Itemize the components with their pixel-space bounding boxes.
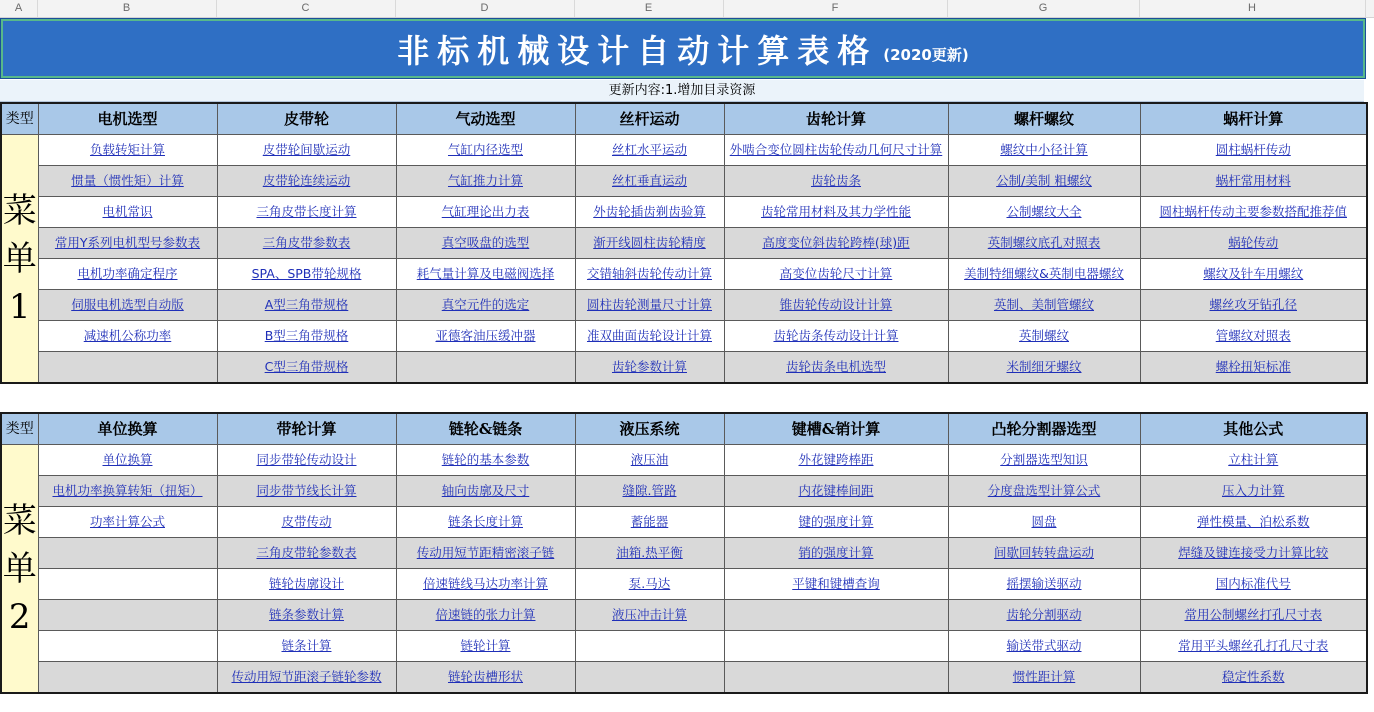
- menu-cell: [217, 600, 396, 631]
- table-row: [1, 321, 1367, 352]
- menu2-category-header: 键槽&销计算: [724, 413, 948, 445]
- menu-link[interactable]: 惯量（惯性矩）计算: [71, 173, 184, 188]
- menu-link[interactable]: 螺栓扭矩标准: [1215, 359, 1291, 374]
- menu-link[interactable]: 交错轴斜齿轮传动计算: [586, 266, 712, 281]
- menu-cell: [948, 321, 1140, 352]
- menu-link[interactable]: 圆盘: [1031, 514, 1057, 529]
- table-row: [1, 228, 1367, 259]
- menu-cell: [575, 166, 724, 197]
- menu-link[interactable]: 皮带轮间歇运动: [262, 142, 351, 157]
- menu-link[interactable]: 负载转矩计算: [89, 142, 165, 157]
- menu-cell: [948, 507, 1140, 538]
- menu-link[interactable]: 常用Y系列电机型号参数表: [54, 235, 201, 250]
- menu-cell: [38, 135, 217, 166]
- menu-cell: [38, 538, 217, 569]
- menu-link[interactable]: 泵.马达: [628, 576, 671, 591]
- menu-cell: [396, 197, 575, 228]
- menu-cell: [575, 507, 724, 538]
- menu-cell: [38, 259, 217, 290]
- menu-link[interactable]: 链条长度计算: [447, 514, 523, 529]
- menu-cell: [948, 166, 1140, 197]
- menu-link[interactable]: 螺纹及针车用螺纹: [1203, 266, 1304, 281]
- menu-cell: [948, 135, 1140, 166]
- menu-link[interactable]: 液压冲击计算: [611, 607, 687, 622]
- menu-cell: [575, 476, 724, 507]
- menu-cell: [948, 538, 1140, 569]
- menu-cell: [948, 290, 1140, 321]
- menu-cell: [724, 135, 948, 166]
- menu-cell: [38, 290, 217, 321]
- menu-link[interactable]: 电机常识: [102, 204, 153, 219]
- menu-cell: [575, 135, 724, 166]
- menu-link[interactable]: 真空吸盘的选型: [441, 235, 530, 250]
- menu-link[interactable]: 螺纹中小径计算: [1000, 142, 1088, 157]
- menu-cell: [38, 166, 217, 197]
- menu-link[interactable]: 高变位齿轮尺寸计算: [779, 266, 893, 281]
- table-row: [1, 476, 1367, 507]
- menu-link[interactable]: 链轮齿槽形状: [447, 669, 523, 684]
- menu-link[interactable]: 英制螺纹: [1018, 328, 1069, 343]
- menu-cell: [948, 476, 1140, 507]
- menu-cell: [724, 228, 948, 259]
- menu-cell: [396, 166, 575, 197]
- menu-cell: [724, 600, 948, 631]
- menu-link[interactable]: 焊缝及键连接受力计算比较: [1178, 545, 1329, 560]
- menu-link[interactable]: 油箱.热平衡: [616, 545, 683, 560]
- menu2-category-header: 单位换算: [38, 413, 217, 445]
- menu-cell: [575, 352, 724, 384]
- menu-link[interactable]: 米制细牙螺纹: [1006, 359, 1082, 374]
- menu-link[interactable]: 同步带轮传动设计: [256, 452, 357, 467]
- menu-cell: [948, 600, 1140, 631]
- menu-link[interactable]: 分度盘选型计算公式: [987, 483, 1101, 498]
- col-B[interactable]: B: [37, 0, 217, 17]
- table-row: [1, 538, 1367, 569]
- menu-link[interactable]: 伺服电机选型自动版: [71, 297, 184, 312]
- menu-cell: [724, 631, 948, 662]
- menu-cell: [724, 321, 948, 352]
- table-row: [1, 445, 1367, 476]
- menu-link[interactable]: 公制/美制 粗螺纹: [996, 173, 1092, 188]
- menu-cell: [38, 507, 217, 538]
- menu-link[interactable]: 气缸理论出力表: [441, 204, 530, 219]
- menu-link[interactable]: 传动用短节距滚子链轮参数: [231, 669, 382, 684]
- menu-cell: [575, 445, 724, 476]
- menu-link[interactable]: 齿轮参数计算: [611, 359, 687, 374]
- col-A[interactable]: A: [0, 0, 38, 17]
- menu-cell: [1140, 228, 1367, 259]
- menu-cell: [948, 197, 1140, 228]
- menu1-category-header: 丝杆运动: [575, 103, 724, 135]
- menu-link[interactable]: 链轮齿廓设计: [268, 576, 344, 591]
- menu-cell: [217, 352, 396, 384]
- table-row: [1, 631, 1367, 662]
- menu-cell: [217, 228, 396, 259]
- menu-cell: [948, 662, 1140, 694]
- menu-link[interactable]: 齿轮齿条电机选型: [785, 359, 886, 374]
- menu-cell: [724, 476, 948, 507]
- menu-link[interactable]: 圆柱蜗杆传动: [1215, 142, 1291, 157]
- menu-cell: [38, 228, 217, 259]
- menu-link[interactable]: 轴向齿廓及尺寸: [441, 483, 530, 498]
- menu-cell: [38, 662, 217, 694]
- menu-link[interactable]: 圆柱齿轮测量尺寸计算: [586, 297, 712, 312]
- menu-link[interactable]: 蜗杆常用材料: [1215, 173, 1291, 188]
- menu-cell: [217, 259, 396, 290]
- menu-cell: [948, 259, 1140, 290]
- menu-cell: [217, 507, 396, 538]
- menu-link[interactable]: 常用平头螺丝孔打孔尺寸表: [1178, 638, 1329, 653]
- menu-cell: [38, 352, 217, 384]
- table-row: [1, 352, 1367, 384]
- menu-cell: [396, 228, 575, 259]
- menu-link[interactable]: 惯性距计算: [1012, 669, 1076, 684]
- menu-cell: [575, 321, 724, 352]
- menu-link[interactable]: 齿轮齿条传动设计计算: [773, 328, 899, 343]
- menu1-category-header: 螺杆螺纹: [948, 103, 1140, 135]
- menu2-table: [0, 412, 1368, 694]
- menu-link[interactable]: 电机功率确定程序: [77, 266, 178, 281]
- menu1-category-header: 电机选型: [38, 103, 217, 135]
- menu-cell: [1140, 569, 1367, 600]
- menu-cell: [724, 662, 948, 694]
- menu-link[interactable]: 链轮计算: [460, 638, 511, 653]
- menu-link[interactable]: 美制特细螺纹&英制电器螺纹: [964, 266, 1124, 281]
- menu-cell: [38, 321, 217, 352]
- menu-cell: [1140, 197, 1367, 228]
- menu-cell: [396, 321, 575, 352]
- menu-cell: [1140, 166, 1367, 197]
- menu-link[interactable]: 输送带式驱动: [1006, 638, 1082, 653]
- menu-link[interactable]: 渐开线圆柱齿轮精度: [593, 235, 706, 250]
- menu-cell: [724, 507, 948, 538]
- menu-link[interactable]: 耗气量计算及电磁阀选择: [416, 266, 555, 281]
- menu-cell: [1140, 321, 1367, 352]
- menu-cell: [38, 569, 217, 600]
- menu-cell: [575, 197, 724, 228]
- column-header-row: [0, 0, 1374, 18]
- menu-link[interactable]: 分割器选型知识: [1000, 452, 1088, 467]
- menu-cell: [948, 445, 1140, 476]
- menu-link[interactable]: 内花键棒间距: [798, 483, 874, 498]
- menu-link[interactable]: 三角皮带参数表: [262, 235, 351, 250]
- menu-cell: [396, 290, 575, 321]
- menu-cell: [396, 569, 575, 600]
- menu-cell: [948, 631, 1140, 662]
- title-suffix: (2020更新): [883, 46, 969, 64]
- menu-link[interactable]: 齿轮常用材料及其力学性能: [760, 204, 911, 219]
- menu-cell: [396, 445, 575, 476]
- menu-link[interactable]: 倍速链线马达功率计算: [422, 576, 548, 591]
- menu-link[interactable]: 平键和键槽查询: [792, 576, 880, 591]
- menu-cell: [575, 631, 724, 662]
- menu-link[interactable]: 英制、美制管螺纹: [993, 297, 1094, 312]
- menu-link[interactable]: 三角皮带长度计算: [256, 204, 357, 219]
- menu-cell: [575, 662, 724, 694]
- menu-link[interactable]: 圆柱蜗杆传动主要参数搭配推荐值: [1159, 204, 1347, 219]
- menu-link[interactable]: 链轮的基本参数: [441, 452, 530, 467]
- menu-link[interactable]: 蜗轮传动: [1228, 235, 1279, 250]
- menu-link[interactable]: 准双曲面齿轮设计计算: [586, 328, 712, 343]
- menu-link[interactable]: 气缸内径选型: [447, 142, 523, 157]
- menu-cell: [1140, 662, 1367, 694]
- menu-cell: [217, 476, 396, 507]
- menu-link[interactable]: 压入力计算: [1221, 483, 1285, 498]
- menu-cell: [396, 259, 575, 290]
- table-row: [1, 290, 1367, 321]
- menu2-category-header: 液压系统: [575, 413, 724, 445]
- col-F[interactable]: F: [723, 0, 948, 17]
- menu-cell: [217, 662, 396, 694]
- menu-cell: [38, 445, 217, 476]
- table-row: [1, 197, 1367, 228]
- menu-cell: [396, 352, 575, 384]
- menu-cell: [1140, 600, 1367, 631]
- menu1-category-header: 齿轮计算: [724, 103, 948, 135]
- menu-cell: [217, 166, 396, 197]
- menu-cell: [217, 538, 396, 569]
- menu-cell: [724, 569, 948, 600]
- menu-cell: [396, 631, 575, 662]
- table-row: [1, 259, 1367, 290]
- menu-link[interactable]: 蓄能器: [630, 514, 669, 529]
- menu-cell: [724, 166, 948, 197]
- menu-link[interactable]: 锥齿轮传动设计计算: [779, 297, 893, 312]
- menu1-side-label: 菜单1: [1, 135, 38, 384]
- menu-cell: [724, 259, 948, 290]
- menu-link[interactable]: 立柱计算: [1228, 452, 1279, 467]
- menu-cell: [396, 135, 575, 166]
- menu-link[interactable]: 皮带轮连续运动: [262, 173, 351, 188]
- menu-cell: [396, 507, 575, 538]
- menu-cell: [1140, 290, 1367, 321]
- type-label: 类型: [1, 413, 38, 445]
- menu-cell: [217, 445, 396, 476]
- menu-link[interactable]: 键的强度计算: [798, 514, 874, 529]
- menu-cell: [575, 290, 724, 321]
- menu-link[interactable]: 公制螺纹大全: [1006, 204, 1082, 219]
- menu-cell: [217, 569, 396, 600]
- menu-link[interactable]: 真空元件的选定: [441, 297, 530, 312]
- page-title: 非标机械设计自动计算表格: [397, 31, 878, 70]
- menu-cell: [396, 476, 575, 507]
- menu-cell: [38, 197, 217, 228]
- menu-cell: [1140, 631, 1367, 662]
- col-E[interactable]: E: [574, 0, 724, 17]
- menu-cell: [1140, 507, 1367, 538]
- menu-cell: [575, 228, 724, 259]
- menu2-side-label: 菜单2: [1, 445, 38, 694]
- table-row: [1, 507, 1367, 538]
- menu2-category-header: 其他公式: [1140, 413, 1367, 445]
- menu-cell: [217, 631, 396, 662]
- menu-cell: [948, 228, 1140, 259]
- menu-link[interactable]: 外啮合变位圆柱齿轮传动几何尺寸计算: [729, 142, 943, 157]
- menu-link[interactable]: 管螺纹对照表: [1215, 328, 1291, 343]
- menu-link[interactable]: 国内标准代号: [1215, 576, 1291, 591]
- col-C[interactable]: C: [216, 0, 396, 17]
- menu-cell: [217, 321, 396, 352]
- menu1-category-header: 皮带轮: [217, 103, 396, 135]
- menu-link[interactable]: 英制螺纹底孔对照表: [987, 235, 1101, 250]
- menu-link[interactable]: 功率计算公式: [89, 514, 165, 529]
- menu-link[interactable]: 弹性模量、泊松系数: [1196, 514, 1310, 529]
- table-row: [1, 166, 1367, 197]
- col-D[interactable]: D: [395, 0, 575, 17]
- menu-cell: [1140, 445, 1367, 476]
- menu-link[interactable]: 电机功率换算转矩（扭矩）: [52, 483, 203, 498]
- menu1-category-header: 蜗杆计算: [1140, 103, 1367, 135]
- menu-cell: [1140, 135, 1367, 166]
- menu-cell: [724, 538, 948, 569]
- menu-link[interactable]: 液压油: [630, 452, 669, 467]
- menu-cell: [724, 445, 948, 476]
- menu2-category-header: 链轮&链条: [396, 413, 575, 445]
- menu-link[interactable]: 单位换算: [102, 452, 153, 467]
- menu-link[interactable]: 三角皮带轮参数表: [256, 545, 357, 560]
- menu2-category-header: 凸轮分割器选型: [948, 413, 1140, 445]
- title-banner: [0, 18, 1366, 79]
- menu-cell: [396, 538, 575, 569]
- menu-cell: [38, 476, 217, 507]
- menu-cell: [575, 259, 724, 290]
- update-note: 更新内容:1.增加目录资源: [0, 80, 1364, 102]
- table-row: [1, 662, 1367, 694]
- menu-link[interactable]: 常用公制螺丝打孔尺寸表: [1184, 607, 1322, 622]
- menu-cell: [1140, 538, 1367, 569]
- type-label: 类型: [1, 103, 38, 135]
- menu-cell: [575, 569, 724, 600]
- menu-link[interactable]: 缝隙.管路: [622, 483, 677, 498]
- menu-link[interactable]: 高度变位斜齿轮跨棒(球)距: [762, 235, 910, 250]
- menu-cell: [396, 600, 575, 631]
- menu-cell: [396, 662, 575, 694]
- menu-link[interactable]: 同步带节线长计算: [256, 483, 357, 498]
- menu-link[interactable]: 倍速链的张力计算: [435, 607, 536, 622]
- menu-cell: [575, 600, 724, 631]
- menu1-table: [0, 102, 1368, 384]
- menu-link[interactable]: 齿轮分割驱动: [1006, 607, 1082, 622]
- menu-cell: [575, 538, 724, 569]
- menu2-category-header: 带轮计算: [217, 413, 396, 445]
- menu-link[interactable]: 外花键跨棒距: [798, 452, 874, 467]
- menu-cell: [724, 352, 948, 384]
- menu-cell: [38, 600, 217, 631]
- menu-cell: [948, 352, 1140, 384]
- menu-cell: [1140, 259, 1367, 290]
- menu-link[interactable]: A型三角带规格: [264, 297, 349, 312]
- menu-cell: [217, 135, 396, 166]
- menu-cell: [1140, 476, 1367, 507]
- menu-link[interactable]: 齿轮齿条: [810, 173, 861, 188]
- table-row: [1, 135, 1367, 166]
- menu-link[interactable]: 链条参数计算: [268, 607, 344, 622]
- menu-link[interactable]: SPA、SPB带轮规格: [251, 266, 362, 281]
- table-row: [1, 569, 1367, 600]
- menu-link[interactable]: 间歇回转转盘运动: [993, 545, 1094, 560]
- menu-link[interactable]: 减速机公称功率: [83, 328, 172, 343]
- menu-cell: [217, 197, 396, 228]
- menu-link[interactable]: 摇摆输送驱动: [1006, 576, 1082, 591]
- menu-cell: [724, 290, 948, 321]
- menu-link[interactable]: 外齿轮插齿剃齿验算: [593, 204, 706, 219]
- menu-link[interactable]: 销的强度计算: [798, 545, 874, 560]
- menu-link[interactable]: 稳定性系数: [1221, 669, 1285, 684]
- menu-link[interactable]: 螺丝攻牙钻孔径: [1209, 297, 1297, 312]
- menu-cell: [948, 569, 1140, 600]
- menu-link[interactable]: 气缸推力计算: [447, 173, 523, 188]
- menu-cell: [724, 197, 948, 228]
- menu-link[interactable]: 皮带传动: [281, 514, 332, 529]
- menu-cell: [1140, 352, 1367, 384]
- menu-link[interactable]: B型三角带规格: [264, 328, 349, 343]
- col-G[interactable]: G: [947, 0, 1140, 17]
- menu-cell: [38, 631, 217, 662]
- table-row: [1, 600, 1367, 631]
- menu-cell: [217, 290, 396, 321]
- menu-link[interactable]: C型三角带规格: [264, 359, 349, 374]
- menu-link[interactable]: 传动用短节距精密滚子链: [416, 545, 555, 560]
- menu-link[interactable]: 亚德客油压缓冲器: [435, 328, 536, 343]
- menu1-category-header: 气动选型: [396, 103, 575, 135]
- menu-link[interactable]: 丝杠垂直运动: [611, 173, 687, 188]
- menu-link[interactable]: 链条计算: [281, 638, 332, 653]
- menu-link[interactable]: 丝杠水平运动: [611, 142, 687, 157]
- col-H[interactable]: H: [1139, 0, 1366, 17]
